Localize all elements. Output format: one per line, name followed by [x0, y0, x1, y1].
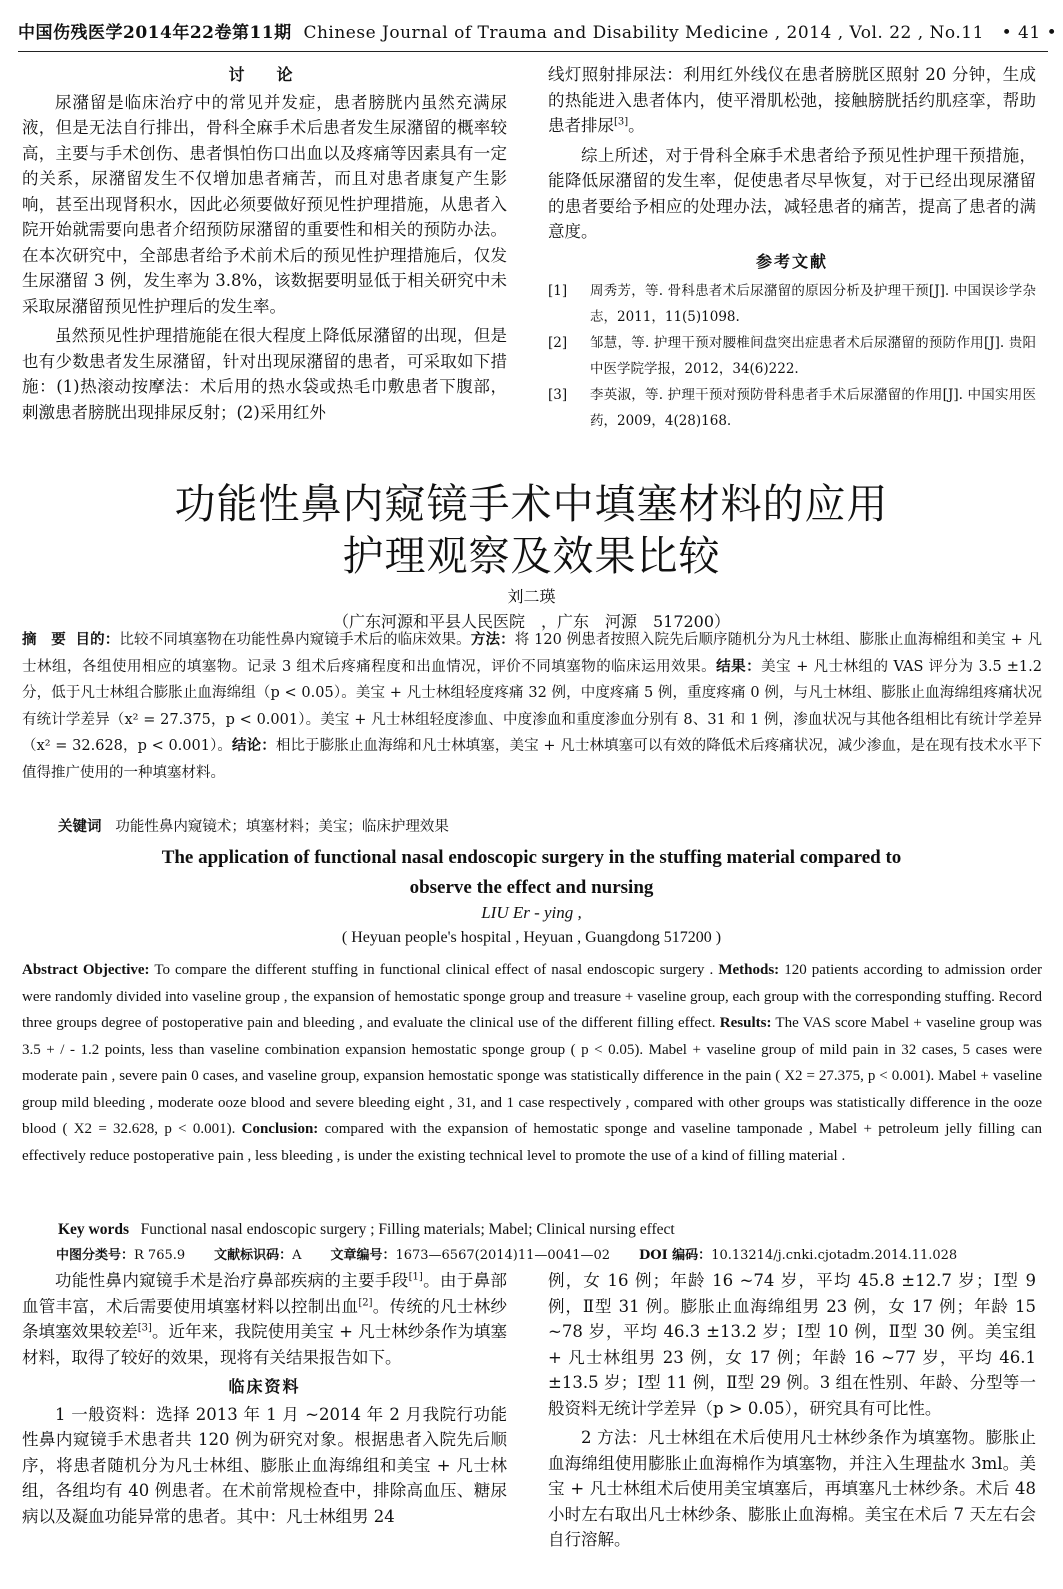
article-title-en	[0, 843, 1063, 903]
article-title-en-line-1: The application of functional nasal endoscopic surgery in the stuffing material compared to	[161, 847, 902, 868]
author-affiliation: （广东河源和平县人民医院 ，广东 河源 517200）	[332, 612, 731, 631]
discussion-paragraph-3	[548, 62, 1036, 139]
citation-2: [2]	[358, 1297, 373, 1308]
bottom-left-column	[22, 1268, 507, 1529]
clinical-data-heading: 临床资料	[228, 1377, 301, 1396]
article-title-line-2: 护理观察及效果比较	[342, 532, 721, 580]
article-number-label: 文章编号：	[330, 1248, 396, 1263]
reference-text: 周秀芳，等. 骨科患者术后尿潴留的原因分析及护理干预[J]. 中国误诊学杂志，2011，11(5)1098.	[590, 283, 1036, 325]
discussion-heading: 讨 论	[228, 65, 301, 84]
references-list	[548, 278, 1036, 434]
abstract-en-methods-label: Methods:	[718, 962, 780, 978]
article-title-en-line-2: observe the effect and nursing	[409, 877, 654, 898]
abstract-label: 摘 要	[22, 631, 66, 648]
general-data-paragraph: 1 一般资料：选择 2013 年 1 月 ~2014 年 2 月我院行功能性鼻内窥镜手术患者共 120 例为研究对象。根据患者入院先后顺序，将患者随机分为凡士林组、膨胀止血海绵组和美宝 + 凡士林组，各组均有 40 例患者。在术前常规检查中，排除高血压、糖尿病以及凝血功能异常的患者。其中：凡士林组男 24	[22, 1404, 507, 1526]
summary-paragraph: 综上所述，对于骨科全麻手术患者给予预见性护理干预措施，能降低尿潴留的发生率，促使患者尽早恢复，对于已经出现尿潴留的患者要给予相应的处理办法，减轻患者的痛苦，提高了患者的满意度。	[548, 145, 1036, 241]
intro-paragraph	[22, 1268, 507, 1370]
abstract-en	[22, 957, 1042, 1169]
abstract-en-conclusion-label: Conclusion:	[241, 1121, 319, 1137]
reference-item	[548, 330, 1036, 382]
abstract-en-objective-label: Abstract Objective:	[22, 962, 150, 978]
discussion-paragraph-3-end: 。	[628, 116, 645, 135]
conclusion-text: 相比于膨胀止血海绵和凡士林填塞，美宝 + 凡士林填塞可以有效的降低术后疼痛状况，减少渗血，是在现有技术水平下值得推广使用的一种填塞材料。	[22, 738, 1042, 781]
header-page-number: • 41 •	[1001, 23, 1058, 43]
methods-label: 方法：	[470, 631, 515, 648]
doi-value: 10.13214/j.cnki.cjotadm.2014.11.028	[711, 1248, 958, 1263]
reference-text: 邹慧，等. 护理干预对腰椎间盘突出症患者术后尿潴留的预防作用[J]. 贵阳中医学院学报，2012，34(6)222.	[590, 335, 1036, 377]
results-label: 结果：	[716, 657, 762, 675]
keywords-text: 功能性鼻内窥镜术；填塞材料；美宝；临床护理效果	[115, 819, 449, 835]
article-title-line-1: 功能性鼻内窥镜手术中填塞材料的应用	[174, 480, 889, 528]
reference-number: [3]	[548, 387, 568, 403]
reference-number: [2]	[548, 335, 568, 351]
doi-label: DOI 编码：	[638, 1248, 712, 1263]
author-name: 刘二瑛	[507, 587, 556, 606]
article-metadata	[56, 1244, 1046, 1263]
author-affiliation-en: ( Heyuan people's hospital , Heyuan , Guangdong 517200 )	[341, 929, 722, 946]
abstract-en-results-label: Results:	[719, 1015, 772, 1031]
conclusion-label: 结论：	[232, 737, 276, 754]
reference-item	[548, 382, 1036, 434]
keywords-cn	[58, 815, 449, 836]
intro-text-c: 。传统的凡士林纱条填塞效果较差	[22, 1296, 508, 1341]
general-data-continued: 例，女 16 例；年龄 16 ~74 岁，平均 45.8 ±12.7 岁；Ⅰ型 9 例，Ⅱ型 31 例。膨胀止血海绵组男 23 例，女 17 例；年龄 15 ~78 岁，平均 46.3 ±13.2 岁；Ⅰ型 10 例，Ⅱ型 30 例。美宝组 + 凡士林组男 23 例，女 17 例；年龄 16 ~77 岁，平均 46.1 ±13.5 岁；Ⅰ型 11 例，Ⅱ型 29 例。3 组在性别、年龄、分型等一般资料无统计学差异（p > 0.05），研究具有可比性。	[548, 1271, 1036, 1418]
keywords-label: 关键词	[58, 818, 102, 835]
top-left-column	[22, 62, 507, 425]
abstract-en-methods: 120 patients according to admission order were randomly divided into vaseline group , the expansion of hemostatic sponge group and treasure + vaseline group, each group with the corresponding stuffing. Record three groups degree of postoperative pain and bleeding , and evaluate the clinical use of the different filling effect.	[22, 962, 1042, 1031]
abstract-en-objective: To compare the different stuffing in functional clinical effect of nasal endoscopic surgery .	[149, 962, 719, 978]
header-journal-en: Chinese Journal of Trauma and Disability Medicine , 2014 , Vol. 22 , No.11	[303, 23, 984, 43]
doc-code-value: A	[292, 1248, 302, 1263]
abstract-en-conclusion: compared with the expansion of hemostatic sponge and vaseline tamponade , Mabel + petroleum jelly filling can effectively reduce postoperative pain , less bleeding , is under the existing technical level to promote the use of a kind of filling material .	[22, 1121, 1042, 1164]
results-text: 美宝 + 凡士林组的 VAS 评分为 3.5 ±1.2 分，低于凡士林组合膨胀止血海绵组（p < 0.05）。美宝 + 凡士林组轻度疼痛 32 例，中度疼痛 5 例，重度疼痛 0 例，与凡士林组、膨胀止血海绵组疼痛状况有统计学差异（x² = 27.375，p < 0.001）。美宝 + 凡士林组轻度渗血、中度渗血和重度渗血分别有 8、31 和 1 例，渗血状况与其他各组相比有统计学差异（x² = 32.628，p < 0.001）。	[22, 658, 1042, 754]
keywords-en	[58, 1221, 675, 1239]
methods-paragraph: 2 方法：凡士林组在术后使用凡士林纱条作为填塞物。膨胀止血海绵组使用膨胀止血海棉作为填塞物，并注入生理盐水 3ml。美宝 + 凡士林组术后使用美宝填塞后，再填塞凡士林纱条。术后 48 小时左右取出凡士林纱条、膨胀止血海棉。美宝在术后 7 天左右会自行溶解。	[548, 1428, 1036, 1549]
methods-text: 将 120 例患者按照入院先后顺序随机分为凡士林组、膨胀止血海棉组和美宝 + 凡士林组，各组使用相应的填塞物。记录 3 组术后疼痛程度和出血情况，评价不同填塞物的临床运用效果。	[22, 632, 1043, 675]
doc-code-label: 文献标识码：	[214, 1248, 293, 1263]
keywords-en-label: Key words	[58, 1221, 130, 1238]
article-title-block	[0, 478, 1063, 632]
running-header	[18, 18, 1058, 52]
reference-text: 李英淑，等. 护理干预对预防骨科患者手术后尿潴留的作用[J]. 中国实用医药，2009，4(28)168.	[590, 387, 1036, 429]
citation-3b: [3]	[137, 1322, 152, 1334]
top-right-column	[548, 62, 1036, 434]
discussion-paragraph-3-text: 线灯照射排尿法：利用红外线仪在患者膀胱区照射 20 分钟，生成的热能进入患者体内，使平滑肌松弛，接触膀胱括约肌痉挛，帮助患者排尿	[548, 65, 1036, 135]
clc-value: R 765.9	[134, 1248, 186, 1263]
discussion-paragraph-2: 虽然预见性护理措施能在很大程度上降低尿潴留的出现，但是也有少数患者发生尿潴留，针对出现尿潴留的患者，可采取如下措施：(1)热滚动按摩法：术后用的热水袋或热毛巾敷患者下腹部，刺激患者膀胱出现排尿反射；(2)采用红外	[22, 326, 507, 422]
objective-label: 目的：	[75, 631, 120, 648]
intro-text-a: 功能性鼻内窥镜手术是治疗鼻部疾病的主要手段	[55, 1271, 409, 1290]
citation-3: [3]	[614, 116, 629, 128]
abstract-cn	[22, 627, 1042, 786]
reference-item	[548, 278, 1036, 330]
abstract-en-results: The VAS score Mabel + vaseline group was 3.5 + / - 1.2 points, less than vaseline combination expansion hemostatic sponge group ( p < 0.05). Mabel + vaseline group of mild pain in 32 cases, 5 cases were moderate pain , severe pain 0 cases, and vaseline group, expansion hemostatic sponge was statistically difference in the pain ( X2 = 27.375, p < 0.001). Mabel + vaseline group mild bleeding , moderate ooze blood and severe bleeding eight , 31, and 1 case respectively , compared with other groups was statistically difference in the ooze blood ( X2 = 32.628, p < 0.001).	[22, 1015, 1042, 1137]
header-journal-cn: 中国伤残医学2014年22卷第11期	[18, 23, 292, 43]
keywords-en-text: Functional nasal endoscopic surgery ; Filling materials; Mabel; Clinical nursing effect	[140, 1221, 675, 1238]
intro-text-d: 。近年来，我院使用美宝 + 凡士林纱条作为填塞材料，取得了较好的效果，现将有关结果报告如下。	[22, 1322, 507, 1367]
objective-text: 比较不同填塞物在功能性鼻内窥镜手术后的临床效果。	[119, 632, 471, 648]
intro-text-b: 。由于鼻部血管丰富，术后需要使用填塞材料以控制出血	[22, 1271, 508, 1316]
citation-1: [1]	[408, 1271, 423, 1283]
clc-label: 中图分类号：	[56, 1248, 135, 1263]
reference-number: [1]	[548, 283, 568, 299]
references-heading: 参考文献	[755, 251, 828, 271]
bottom-right-column	[548, 1268, 1036, 1553]
discussion-paragraph-1: 尿潴留是临床治疗中的常见并发症，患者膀胱内虽然充满尿液，但是无法自行排出，骨科全麻手术后患者发生尿潴留的概率较高，主要与手术创伤、患者惧怕伤口出血以及疼痛等因素具有一定的关系，尿潴留发生不仅增加患者痛苦，而且对患者康复产生影响，甚至出现肾积水，因此必须要做好预见性护理措施，从患者入院开始就需要向患者介绍预防尿潴留的重要性和相关的预防办法。在本次研究中，全部患者给予术前术后的预见性护理措施后，仅发生尿潴留 3 例，发生率为 3.8%，该数据要明显低于相关研究中未采取尿潴留预见性护理后的发生率。	[22, 92, 507, 316]
article-number-value: 1673—6567(2014)11—0041—02	[395, 1248, 611, 1263]
author-name-en: LIU Er - ying ,	[481, 903, 582, 922]
